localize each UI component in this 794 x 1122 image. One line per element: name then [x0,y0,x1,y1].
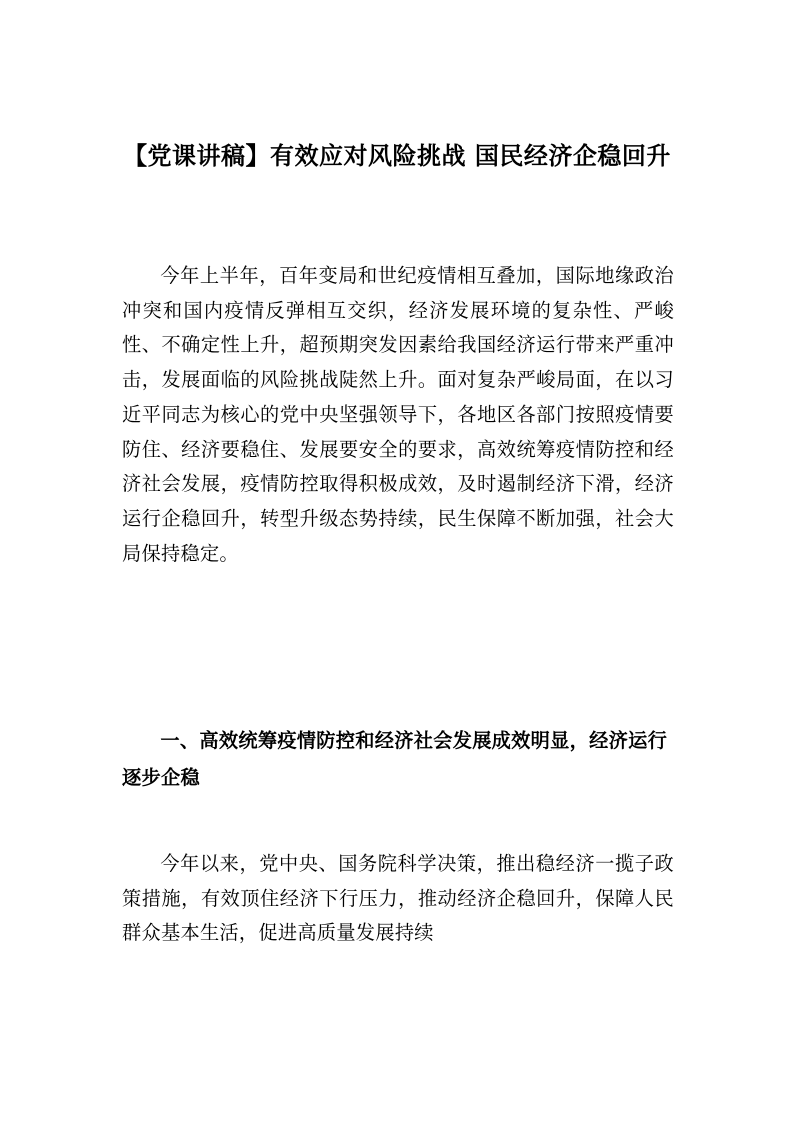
section-heading-1: 一、高效统筹疫情防控和经济社会发展成效明显，经济运行逐步企稳 [122,729,668,789]
body-paragraph-1: 今年上半年，百年变局和世纪疫情相互叠加，国际地缘政治冲突和国内疫情反弹相互交织，经济发展环境的复杂性、严峻性、不确定性上升，超预期突发因素给我国经济运行带来严重冲击，发展面临的风险挑战陡然上升。面对复杂严峻局面，在以习近平同志为核心的党中央坚强领导下，各地区各部门按照疫情要防住、经济要稳住、发展要安全的要求，高效统筹疫情防控和经济社会发展，疫情防控取得积极成效，及时遏制经济下滑，经济运行企稳回升，转型升级态势持续，民生保障不断加强，社会大局保持稳定。 [122,264,674,565]
document-title: 【党课讲稿】有效应对风险挑战 国民经济企稳回升 [123,142,671,170]
body-paragraph-2: 今年以来，党中央、国务院科学决策，推出稳经济一揽子政策措施，有效顶住经济下行压力，推动经济企稳回升，保障人民群众基本生活，促进高质量发展持续 [122,852,674,945]
